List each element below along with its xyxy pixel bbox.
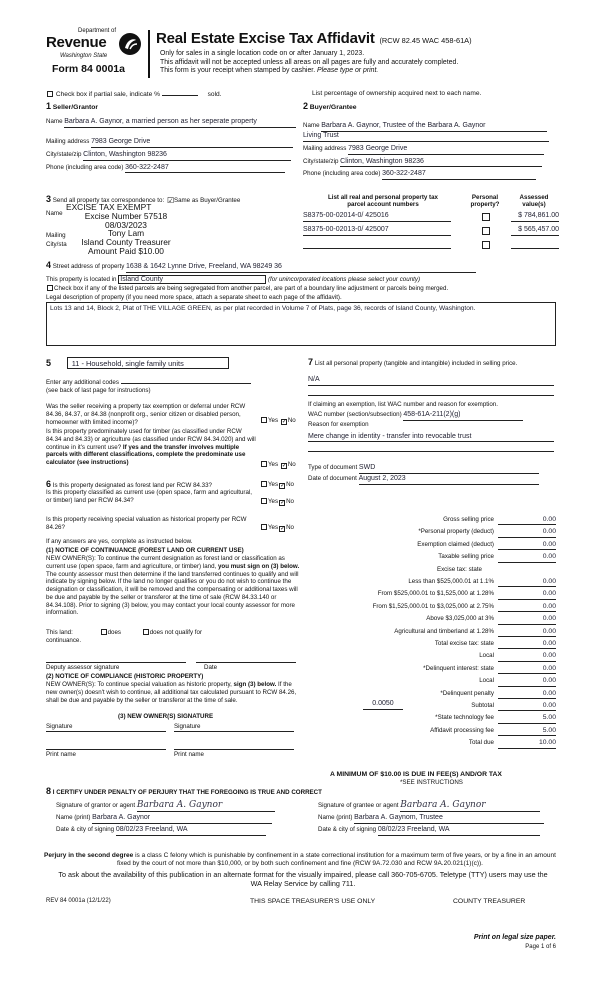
continuance-body-a: NEW OWNER(S): To continue the current designation as forest land or classification as current use (open space, farm and agriculture, or timber) land, (46, 555, 285, 570)
yes-label: Yes (268, 498, 279, 505)
personal-property-checkbox[interactable] (482, 241, 490, 249)
perjury-text: is a class C felony which is punishable by confinement in a state correctional institution for a maximum term of five years, or by a fine in an amount fixed by the court of not more than $10,000, or by both such confinement and fine (RCW 9A.72.030 and RCW 9A.20.021(1)(c)). (116, 852, 556, 867)
does-not-checkbox[interactable] (143, 629, 149, 635)
tax-row-label: From $525,000.01 to $1,525,000 at 1.28% (377, 590, 494, 598)
seller-city-label: City/state/zip (46, 150, 82, 158)
no-label: No (287, 417, 296, 424)
tax-row-value[interactable]: 0.00 (498, 541, 556, 550)
grantor-name-label: Name (print) (56, 814, 91, 821)
compliance-heading: (2) NOTICE OF COMPLIANCE (HISTORIC PROPERTY) (46, 673, 204, 680)
located-label: This property is located in (46, 275, 117, 283)
doc-date-field[interactable]: August 2, 2023 (359, 475, 539, 485)
tax-row-label: *Personal property (deduct) (418, 528, 494, 536)
stamp-line3: 08/03/2023 (105, 219, 147, 230)
street-label: Street address of property (52, 263, 125, 270)
grantee-name-field[interactable]: Barbara A. Gaynom, Trustee (354, 814, 544, 824)
timber-question (46, 428, 256, 467)
tax-row-label: Gross selling price (443, 516, 494, 523)
tax-row-label: Local (479, 677, 494, 685)
boundary-checkbox[interactable] (47, 285, 53, 291)
tax-row-label: Excise tax: state (436, 565, 482, 573)
corr-name-label: Name (46, 210, 63, 217)
grantor-date-label: Date & city of signing (56, 826, 115, 833)
alt-format-notice: To ask about the availability of this publication in an alternate format for the visually impaired, please call 360-705-6705. Teletype (TTY) users may use the WA Relay Service by calling 711. (58, 870, 548, 888)
personal-heading (463, 194, 507, 209)
personal-property-checkbox[interactable] (482, 213, 490, 221)
buyer-city-label: City/state/zip (303, 157, 339, 165)
tax-row-label: Subtotal (471, 702, 494, 709)
no-label: No (286, 498, 295, 505)
section-5: 5 11 - Household, single family units Enter any additional codes (see back of last page for instructions) Was the seller receiving a property tax exemption or deferral under RCW 84.36, 84.37, or 84.38 (nonprofit org., senior citizen or disabled person, homeowner with limited income)? Yes ✓No Is this property predominately used for timber (as classified under RCW 84.34 and 84.33) or agriculture (as classified under RCW 84.34.020) and will continue in it's current use? If yes and the transfer involves multiple parcels with different classifications, complete the predominate use calculator (see instructions) Yes ✓No (46, 357, 304, 395)
tax-row-label: Above $3,025,000 at 3% (426, 615, 494, 623)
seller-mailing-field[interactable]: 7983 George Drive (91, 138, 293, 148)
buyer-section: 2 Buyer/Grantee Name Barbara A. Gaynor, Trustee of the Barbara A. Gaynor Living Trust Mailing address 7983 George Drive City/state/zip Clinton, Washington 98236 Phone (including area code) 360-322-2487 (303, 101, 555, 180)
stamp-line6: Amount Paid $10.00 (88, 246, 164, 257)
grantor-name-field[interactable]: Barbara A. Gaynor (92, 814, 272, 824)
tax-row-label: From $1,525,000.01 to $3,025,000 at 2.75% (372, 602, 494, 610)
seller-name-label: Name (46, 118, 63, 126)
tax-row-value[interactable]: 0.00 (498, 615, 556, 624)
continuance-label: continuance. (46, 637, 82, 644)
rev-number: REV 84 0001a (12/1/22) (46, 898, 111, 904)
seller-section: 1 Seller/Grantor Name Barbara A. Gaynor, a married person as her seperate property Mailing address 7983 George Drive City/state/zip Clinton, Washington 98236 Phone (including area code) 360-322-2487 (46, 101, 304, 173)
continuance-body-b: you must sign on (3) below. (217, 562, 300, 570)
doc-date-label: Date of document (308, 475, 357, 482)
treasurer-use: THIS SPACE TREASURER'S USE ONLY (250, 898, 376, 905)
forest-question-text: Is this property designated as forest land per RCW 84.33? (52, 482, 212, 489)
additional-codes-field[interactable] (121, 378, 251, 384)
exemption-yes-checkbox[interactable] (261, 417, 267, 423)
exemption-yesno (260, 417, 296, 425)
parcel-row (303, 226, 559, 237)
deputy-signature-label: Deputy assessor signature (46, 664, 120, 671)
no-label: No (286, 524, 295, 531)
legal-label: Legal description of property (if you need more space, attach a separate sheet to each page of the affidavit). (46, 293, 342, 301)
tax-row-label: *Delinquent interest: state (423, 664, 494, 672)
if-yes-note: If any answers are yes, complete as instructed below. (46, 538, 193, 545)
tax-row-label: Local (479, 652, 494, 660)
partial-sale-sold: sold. (207, 91, 222, 98)
tax-row-value[interactable]: 5.00 (498, 714, 556, 723)
street-address-field[interactable]: 1638 & 1642 Lynne Drive, Freeland, WA 98249 36 (126, 263, 476, 273)
buyer-phone-label: Phone (including area code) (303, 170, 381, 178)
section-7: 7 List all personal property (tangible and intangible) included in selling price. N/A If claiming an exemption, list WAC number and reason for exemption. WAC number (section/subsection) 458-61A-211(2)(g) Reason for exemption Mere change in identity - transfer into revocable trust Type of document SWD Date of document August 2, 2023 (308, 357, 556, 485)
buyer-mailing-label: Mailing address (303, 144, 347, 152)
timber-yes-checkbox[interactable] (261, 461, 267, 467)
continuance-body (46, 555, 302, 617)
tax-row-label: *State technology fee (435, 714, 494, 722)
deputy-date-line[interactable] (196, 662, 296, 663)
forest-yesno (260, 481, 294, 489)
parcel-number-field[interactable]: S8375-00-02013-0/ 425007 (303, 226, 451, 236)
assessed-heading-1: Assessed (519, 194, 549, 201)
continuance-heading: (1) NOTICE OF CONTINUANCE (FOREST LAND OR CURRENT USE) (46, 547, 244, 554)
grantee-signature[interactable]: Barbara A. Gaynor (400, 800, 540, 812)
tax-row-value[interactable]: 0.00 (498, 603, 556, 612)
deputy-date-label: Date (204, 664, 218, 671)
timber-no-checkbox[interactable]: ✓ (281, 463, 287, 469)
buyer-mailing-field[interactable]: 7983 George Drive (348, 145, 544, 155)
buyer-heading: Buyer/Grantee (309, 104, 357, 111)
forest-question: 6 Is this property designated as forest land per RCW 84.33? (46, 479, 212, 489)
form-number: Form 84 0001a (52, 63, 125, 75)
new-owner-print-line-2[interactable] (174, 749, 294, 750)
additional-codes-note: (see back of last page for instructions) (46, 387, 151, 394)
dor-emblem-icon (118, 32, 142, 56)
parcel-row (303, 240, 559, 251)
forest-no-checkbox[interactable]: ✓ (280, 483, 286, 489)
parcel-number-field[interactable] (303, 240, 451, 249)
grantee-name-label: Name (print) (318, 814, 353, 821)
assessed-value-field[interactable]: $ 565,457.00 (511, 226, 559, 236)
historic-yesno (260, 524, 294, 532)
tax-row-label: Total due (468, 739, 494, 747)
compliance-body-c: If the new owner(s) doesn't wish to continue, all additional tax calculated pursuant to RCW 84.26, shall be due and payable by the seller or transferor at the time of sale. (46, 681, 297, 704)
form-rcw: (RCW 82.45 WAC 458-61A) (379, 36, 472, 45)
correspondence-label: Send all property tax correspondence to: (52, 197, 165, 204)
exemption-label: If claiming an exemption, list WAC number and reason for exemption. (308, 401, 498, 409)
tax-row-value[interactable]: 0.00 (498, 516, 556, 525)
tax-row-value[interactable]: 0.00 (498, 590, 556, 599)
tax-row-value[interactable]: 0.00 (498, 652, 556, 661)
compliance-body-b: sign (3) below. (233, 681, 277, 688)
print-name-label-2: Print name (174, 751, 204, 758)
seller-name-field[interactable]: Barbara A. Gaynor, a married person as her seperate property (64, 118, 296, 128)
property-section: 4 Street address of property 1638 & 1642 Lynne Drive, Freeland, WA 98249 36 This property is located in Island County (for unincorporated locations please select your county) Check box if any of the listed parcels are being segregated from another parcel, are part of a boundary line adjustment or parcels being merged. Legal description of property (if you need more space, attach a separate sheet to each page of the affidavit). Lots 13 and 14, Block 2, Plat of THE VILLAGE GREEN, as per plat recorded in Volume 7 of Plats, page 36, records of Island County, Washington. (46, 260, 556, 346)
page-number: Page 1 of 6 (525, 944, 556, 950)
buyer-name-field[interactable]: Barbara A. Gaynor, Trustee of the Barbara A. Gaynor (321, 122, 547, 132)
this-land-label: This land: (46, 629, 73, 636)
header-line2: This affidavit will not be accepted unless all areas on all pages are fully and accurately completed. (160, 58, 459, 66)
current-use-question: Is this property classified as current use (open space, farm and agricultural, or timber) land per RCW 84.34? (46, 489, 253, 504)
grantee-sig-label: Signature of grantee or agent (318, 802, 399, 809)
compliance-body-a: NEW OWNER(S): To continue special valuation as historic property, (46, 681, 232, 688)
header-line1: Only for sales in a single location code on or after January 1, 2023. (160, 50, 365, 57)
tax-row-label: Affidavit processing fee (430, 726, 494, 734)
boundary-label: Check box if any of the listed parcels are being segregated from another parcel, are part of a boundary line adjustment or parcels being merged. (54, 284, 449, 292)
local-rate-field[interactable]: 0.0050 (363, 700, 403, 710)
new-owner-print-line-1[interactable] (46, 749, 166, 750)
corr-mailing-label: Mailing (46, 232, 66, 239)
county-note: (for unincorporated locations please select your county) (267, 275, 421, 283)
exempt-stamp (56, 203, 196, 256)
same-as-buyer-label: Same as Buyer/Grantee (173, 197, 241, 204)
signature-label-1: Signature (46, 723, 73, 730)
current-use-yesno (260, 498, 294, 506)
grantor-date-field[interactable]: 08/02/23 Freeland, WA (116, 826, 266, 836)
seller-mailing-label: Mailing address (46, 138, 90, 146)
seller-phone-label: Phone (including area code) (46, 163, 124, 171)
corr-city-label: City/sta (46, 241, 67, 248)
historic-question: Is this property receiving special valuation as historical property per RCW 84.26? (46, 516, 247, 531)
stamp-line1: EXCISE TAX EXEMPT (66, 202, 152, 212)
state-name: Washington State (60, 53, 108, 59)
county-select[interactable]: Island County (118, 275, 266, 284)
forest-yes-checkbox[interactable] (261, 481, 267, 487)
personal-heading-2: property? (470, 201, 500, 209)
seller-phone-field[interactable]: 360-322-2487 (125, 164, 285, 174)
buyer-name-field-2[interactable]: Living Trust (303, 132, 549, 142)
does-not-label: does not qualify for (149, 629, 203, 636)
assessed-heading (509, 194, 559, 209)
header-divider (148, 30, 150, 78)
signature-label-2: Signature (174, 723, 201, 730)
grantor-signature[interactable]: Barbara A. Gaynor (137, 800, 275, 812)
partial-sale-label: Check box if partial sale, indicate % (55, 91, 160, 98)
minimum-note: A MINIMUM OF $10.00 IS DUE IN FEE(S) AND/OR TAX (330, 771, 502, 778)
compliance-body (46, 681, 302, 704)
stamp-line2: Excise Number 57518 (84, 210, 168, 221)
grantee-date-label: Date & city of signing (318, 826, 377, 833)
partial-sale-percent[interactable] (162, 89, 198, 96)
personal-property-field[interactable]: N/A (308, 376, 554, 386)
continuance-body-c: The county assessor must then determine if the land transferred continues to qualify and will indicate by signing below. If the land no longer qualifies or you do not wish to continue the designation or classification, it will be removed and the compensating or additional taxes will be due and payable by the seller or transferor at the time of sale (RCW 84.33.140 or 84.34.108). Prior to signing (3) below, you may contact your local county assessor for more information. (46, 570, 299, 617)
personal-heading-1: Personal (471, 194, 499, 201)
tax-row-label: Agricultural and timberland at 1.28% (394, 627, 494, 635)
current-use-yes-checkbox[interactable] (261, 498, 267, 504)
tax-row-value[interactable]: 0.00 (498, 628, 556, 637)
legal-paper-note: Print on legal size paper. (473, 934, 556, 941)
use-code-select[interactable]: 11 - Household, single family units (67, 357, 229, 369)
yes-label: Yes (268, 524, 279, 531)
print-name-label-1: Print name (46, 751, 76, 758)
parcel-heading (303, 194, 463, 209)
exemption-question (46, 403, 260, 426)
tax-row-label: Exemption claimed (deduct) (417, 540, 494, 548)
header-instructions (160, 50, 458, 76)
new-owner-sig-line-1[interactable] (46, 731, 166, 732)
additional-codes-label: Enter any additional codes (46, 379, 119, 387)
dept-line1: Department of (78, 28, 117, 34)
tax-row-label: Less than $525,000.01 at 1.1% (408, 578, 494, 585)
deputy-signature-line[interactable] (46, 662, 186, 663)
perjury-notice (38, 852, 562, 868)
tax-row-value[interactable]: 0.00 (498, 553, 556, 562)
tax-row-value[interactable]: 0.00 (498, 578, 556, 587)
partial-sale (46, 89, 222, 99)
tax-row-value[interactable]: 0.00 (498, 665, 556, 674)
personal-property-line[interactable] (308, 386, 554, 396)
dept-name: Revenue (46, 34, 107, 51)
new-owner-heading: (3) NEW OWNER(S) SIGNATURE (118, 713, 214, 720)
tax-calculation (308, 516, 556, 756)
wac-field[interactable]: 458-61A-211(2)(g) (403, 411, 523, 421)
historic-no-checkbox[interactable]: ✓ (280, 526, 286, 532)
section-8: 8 I CERTIFY UNDER PENALTY OF PERJURY THAT THE FOREGOING IS TRUE AND CORRECT Signature of grantor or agent Barbara A. Gaynor Name (print) Barbara A. Gaynor Date & city of signing 08/02/23 Freeland, WA Signature of grantee or agent Barbara A. Gaynor Name (print) Barbara A. Gaynom, Trustee Date & city of signing 08/02/23 Freeland, WA (46, 786, 556, 846)
tax-row-label: Total excise tax: state (434, 640, 494, 647)
correspondence-section: 3 Send all property tax correspondence to: ☑Same as Buyer/Grantee Name Mailing City/sta EXCISE TAX EXEMPT Excise Number 57518 08/03/2023 Tony Lam Island County Treasurer Amount Paid $10.00 (46, 194, 241, 257)
historic-yes-checkbox[interactable] (261, 524, 267, 530)
this-land-row (46, 629, 202, 637)
form-title: Real Estate Excise Tax Affidavit (156, 30, 375, 47)
tax-row-value[interactable]: 10.00 (498, 739, 556, 748)
assessed-value-field[interactable]: $ 784,861.00 (511, 212, 559, 222)
does-checkbox[interactable] (101, 629, 107, 635)
yes-label: Yes (268, 481, 279, 488)
tax-row-label: *Delinquent penalty (440, 689, 494, 697)
reason-label: Reason for exemption (308, 420, 369, 428)
tax-row-value[interactable]: 0.00 (498, 690, 556, 699)
see-instructions: *SEE INSTRUCTIONS (400, 779, 463, 786)
no-label: No (286, 481, 295, 488)
seller-heading: Seller/Grantor (52, 104, 99, 111)
parcel-heading-2: parcel account numbers (347, 201, 419, 209)
same-as-buyer-checkbox[interactable]: ☑ (166, 196, 175, 205)
form-title-line (156, 30, 472, 49)
header-line3a: This form is your receipt when stamped by cashier. (160, 67, 316, 75)
buyer-name-label: Name (303, 122, 320, 130)
tax-row-label: Taxable selling price (438, 553, 494, 561)
tax-row-value[interactable]: 0.00 (498, 677, 556, 686)
tax-row-value[interactable]: 0.00 (498, 702, 556, 711)
grantee-date-field[interactable]: 08/02/23 Freeland, WA (378, 826, 540, 836)
personal-property-label: List all personal property (tangible and intangible) included in selling price. (314, 360, 518, 367)
no-label: No (287, 461, 296, 468)
list-percentage-note: List percentage of ownership acquired next to each name. (312, 90, 482, 97)
stamp-line5: Island County Treasurer (81, 237, 171, 248)
exemption-no-checkbox[interactable]: ✓ (281, 419, 287, 425)
wac-label: WAC number (section/subsection) (308, 411, 402, 418)
seller-city-field[interactable]: Clinton, Washington 98236 (83, 151, 291, 161)
grantor-sig-label: Signature of grantor or agent (56, 802, 136, 809)
tax-row-value[interactable]: 0.00 (498, 640, 556, 649)
header-line3b: Please type or print. (317, 67, 379, 75)
perjury-bold: Perjury in the second degree (44, 852, 134, 859)
assessed-heading-2: value(s) (522, 201, 546, 209)
county-treasurer: COUNTY TREASURER (453, 898, 526, 905)
yes-label: Yes (268, 461, 279, 468)
personal-property-checkbox[interactable] (482, 227, 490, 235)
stamp-line4: Tony Lam (107, 228, 145, 239)
doc-type-label: Type of document (308, 464, 358, 472)
dor-logo (46, 28, 146, 80)
reason-field[interactable]: Mere change in identity - transfer into revocable trust (308, 433, 554, 443)
yes-label: Yes (268, 417, 279, 424)
current-use-no-checkbox[interactable]: ✓ (280, 500, 286, 506)
reason-line[interactable] (308, 442, 554, 452)
timber-question-bold: If yes and the transfer involves multiple parcels with different classifications, complete the predominate use calculator (see instructions) (46, 443, 246, 466)
parcel-row (303, 212, 559, 223)
tax-row-value[interactable]: 5.00 (498, 727, 556, 736)
partial-sale-checkbox[interactable] (47, 91, 53, 97)
tax-row-value[interactable]: 0.00 (498, 528, 556, 537)
buyer-phone-field[interactable]: 360-322-2487 (382, 170, 536, 180)
assessed-value-field[interactable] (511, 240, 559, 249)
new-owner-sig-line-2[interactable] (174, 731, 294, 732)
exemption-question-text: Was the seller receiving a property tax exemption or deferral under RCW 84.36, 84.37, or 84.38 (nonprofit org., senior citizen or disabled person, homeowner with limited income)? (46, 403, 246, 426)
parcel-number-field[interactable]: S8375-00-02014-0/ 425016 (303, 212, 451, 222)
parcel-heading-1: List all real and personal property tax (327, 194, 439, 201)
legal-description-field[interactable]: Lots 13 and 14, Block 2, Plat of THE VILLAGE GREEN, as per plat recorded in Volume 7 of Plats, page 36, records of Island County, Washington. (46, 302, 556, 346)
timber-question-text: Is this property predominately used for timber (as classified under RCW 84.34 and 84.33) or agriculture (as classified under RCW 84.34.020) and will continue in it's current use? (46, 428, 256, 451)
does-label: does (107, 629, 121, 636)
doc-type-field[interactable]: SWD (359, 464, 539, 474)
buyer-city-field[interactable]: Clinton, Washington 98236 (340, 158, 542, 168)
timber-yesno (260, 461, 296, 469)
certify-statement: I CERTIFY UNDER PENALTY OF PERJURY THAT THE FOREGOING IS TRUE AND CORRECT (52, 789, 322, 796)
